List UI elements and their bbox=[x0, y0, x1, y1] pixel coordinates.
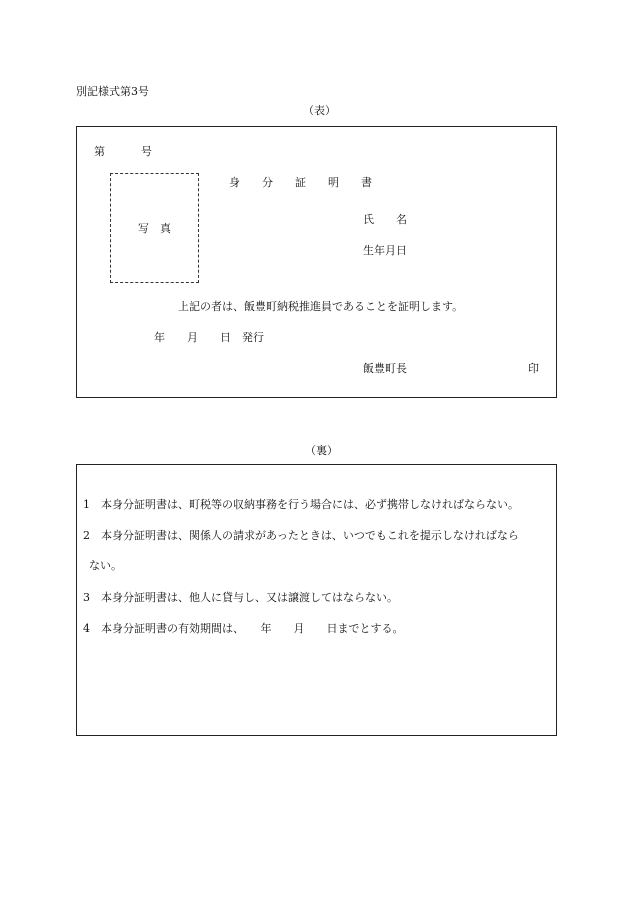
item-2-continuation: ない。 bbox=[89, 559, 122, 572]
item-1-number: 1 bbox=[83, 498, 90, 511]
number-prefix: 第 bbox=[94, 145, 105, 158]
item-2-number: 2 bbox=[83, 529, 90, 542]
issuer: 飯豊町長 bbox=[363, 362, 407, 375]
item-2-text: 本身分証明書は、関係人の請求があったときは、いつでもこれを提示しなければなら bbox=[101, 529, 519, 542]
photo-placeholder bbox=[110, 173, 199, 283]
item-1-text: 本身分証明書は、町税等の収納事務を行う場合には、必ず携帯しなければならない。 bbox=[101, 498, 519, 511]
item-3-text: 本身分証明書は、他人に貸与し、又は譲渡してはならない。 bbox=[101, 591, 398, 604]
certification-text: 上記の者は、飯豊町納税推進員であることを証明します。 bbox=[178, 300, 464, 313]
item-4-text: 本身分証明書の有効期間は、 年 月 日までとする。 bbox=[101, 622, 404, 635]
photo-label: 写 真 bbox=[138, 222, 171, 235]
seal-mark: 印 bbox=[528, 362, 539, 375]
name-label: 氏 名 bbox=[363, 213, 407, 226]
item-3-number: 3 bbox=[83, 591, 90, 604]
front-label: （表） bbox=[303, 104, 336, 117]
issue-date: 年 月 日 発行 bbox=[154, 331, 264, 344]
id-card-front bbox=[76, 126, 557, 398]
number-suffix: 号 bbox=[141, 145, 152, 158]
card-title: 身 分 証 明 書 bbox=[229, 176, 372, 189]
form-number: 別記様式第3号 bbox=[76, 85, 149, 98]
back-label: （裏） bbox=[305, 444, 338, 457]
item-4-number: 4 bbox=[83, 622, 90, 635]
id-card-back bbox=[76, 464, 557, 736]
birthdate-label: 生年月日 bbox=[363, 244, 407, 257]
